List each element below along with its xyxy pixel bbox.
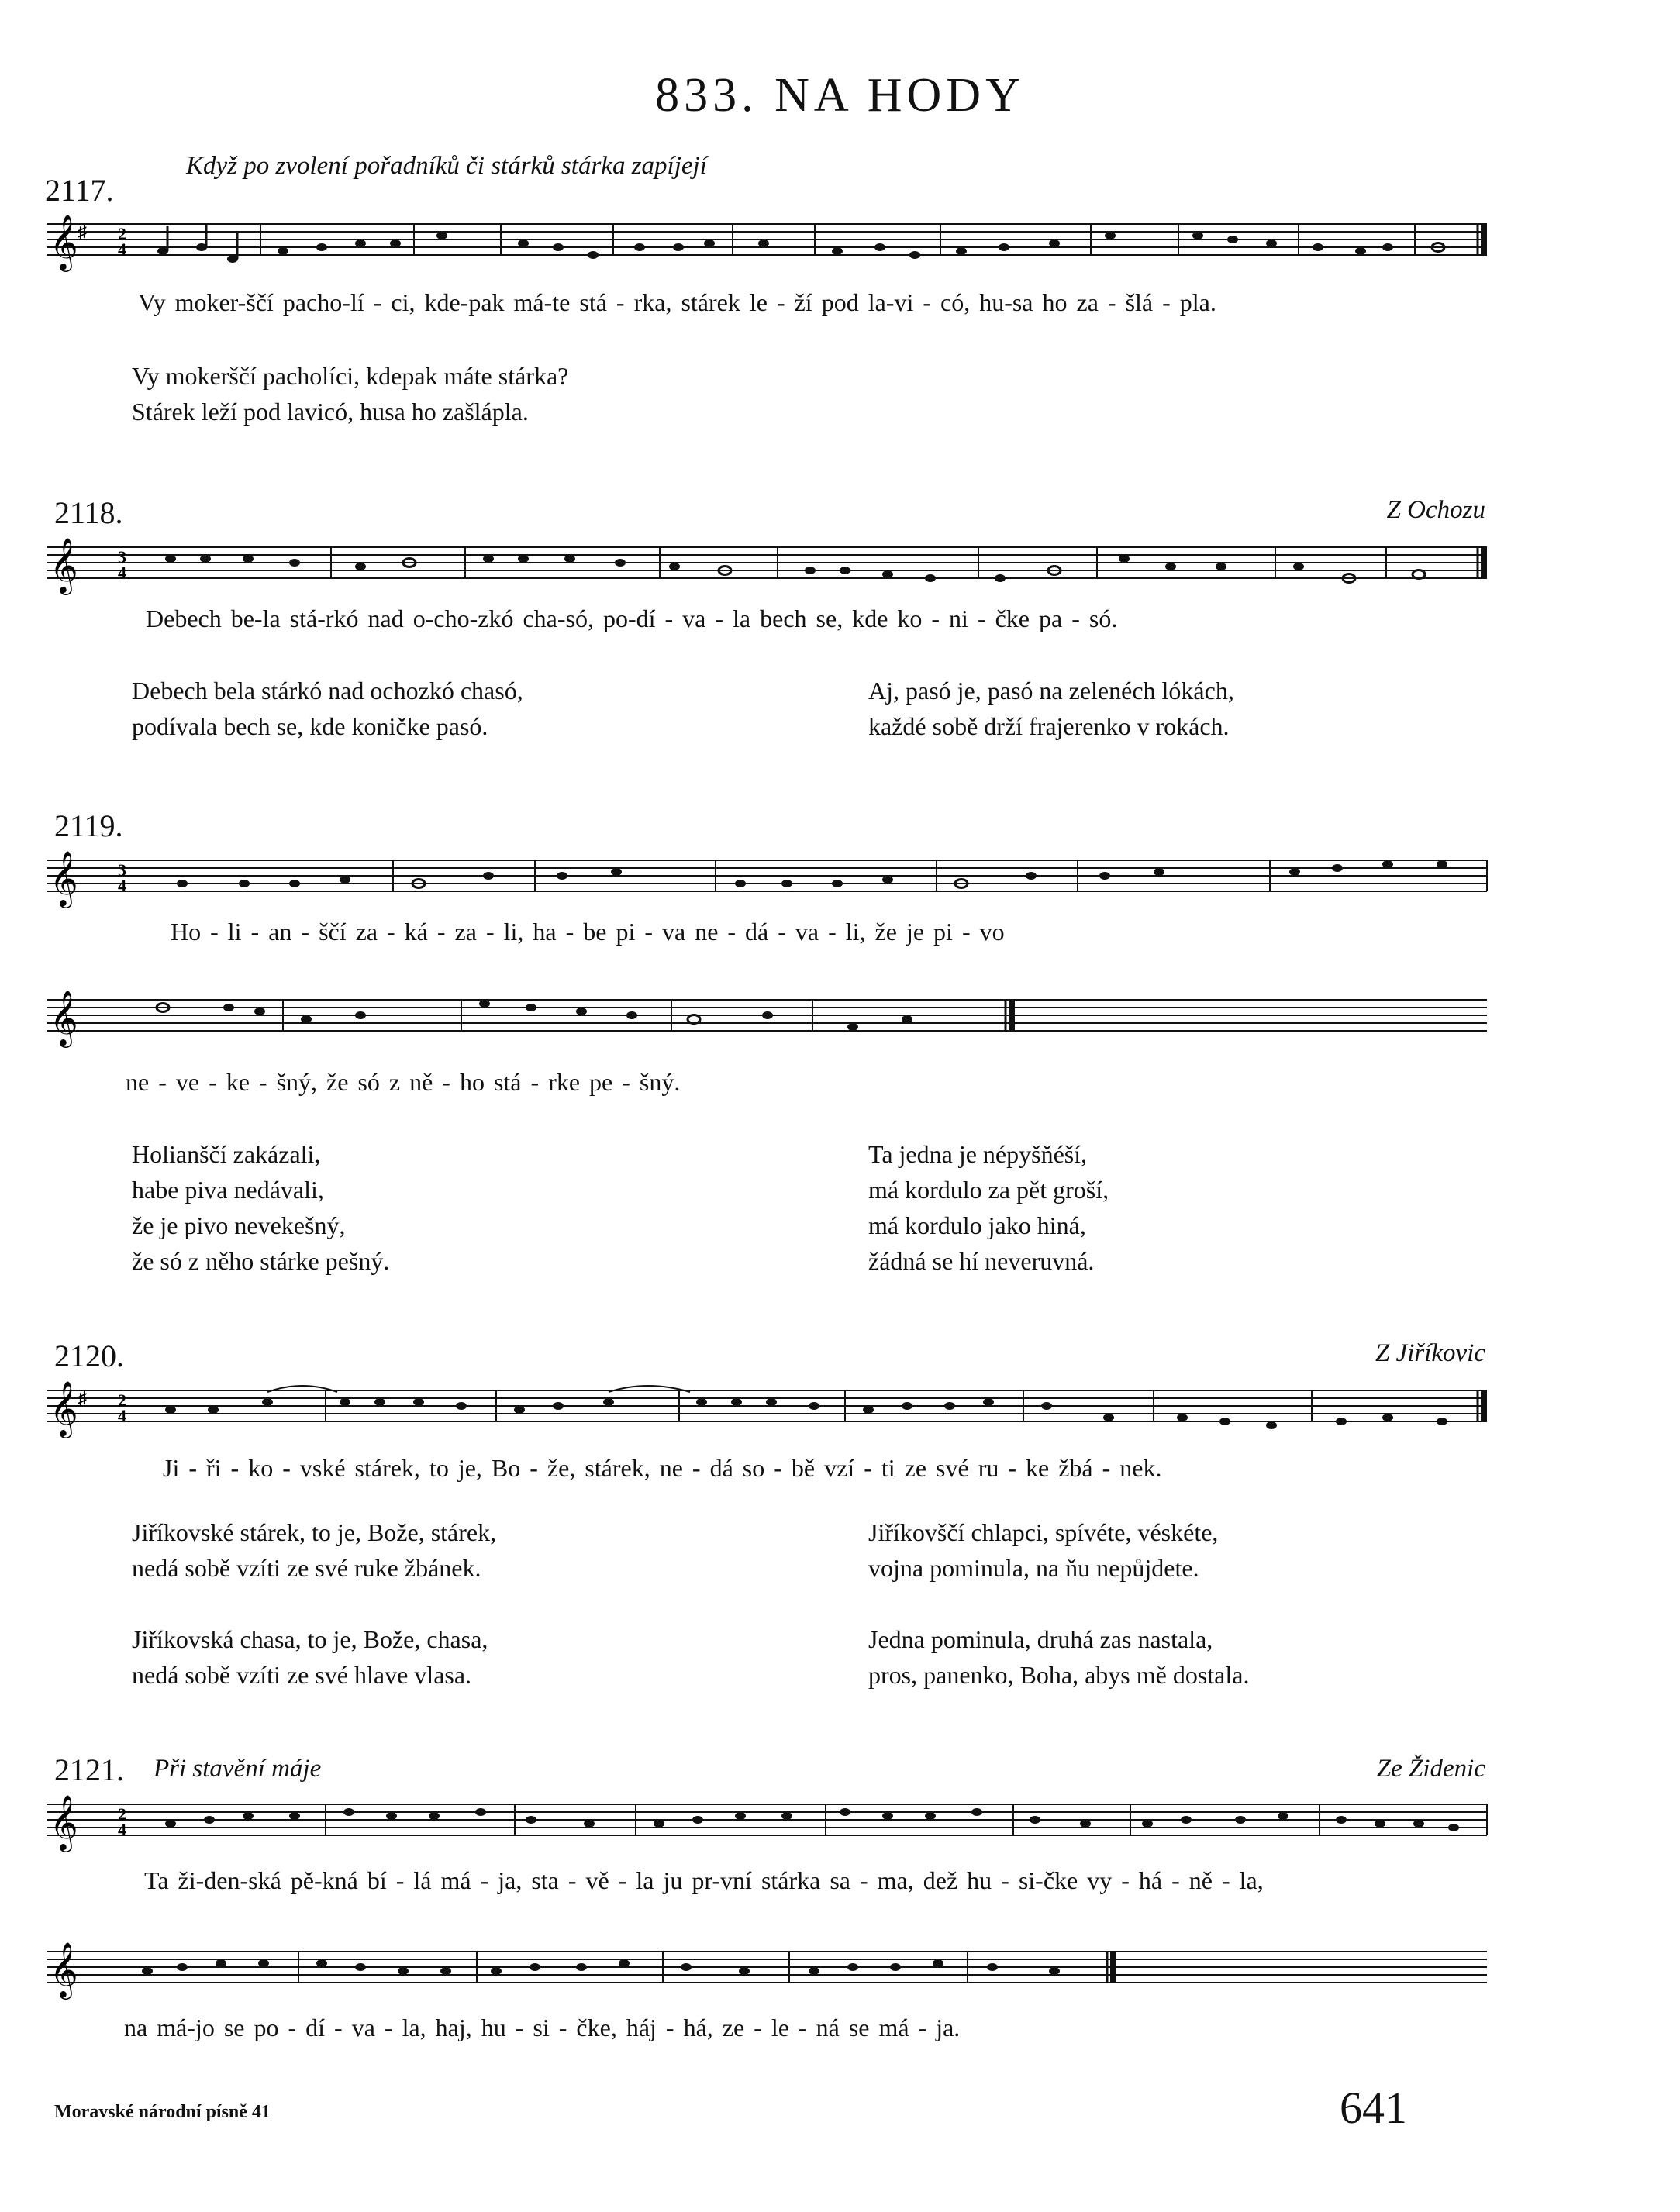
lyrics-line: Debech be-la stá-rkó nad o-cho-zkó cha-só, po-dí - va - la bech se, kde ko - ni - čke pa - só. [146, 605, 1118, 632]
time-signature-top: 2 [118, 1804, 126, 1824]
treble-clef-icon: 𝄞 [50, 1944, 78, 1997]
key-signature-sharp-icon: ♯ [78, 222, 87, 243]
verse-text-right: Ta jedna je népyšňéší, má kordulo za pět groší, má kordulo jako hiná, žádná se hí neveruvná. [868, 1140, 1109, 1275]
lyrics-line: Ji - ři - ko - vské stárek, to je, Bo - že, stárek, ne - dá so - bě vzí - ti ze své ru - ke žbá - nek. [163, 1454, 1162, 1482]
time-signature-bottom: 4 [118, 1820, 126, 1839]
verse-text-right: Jiříkovščí chlapci, spívéte, véskéte, vojna pominula, na ňu nepůjdete. Jedna pominula, druhá zas nastala, pros, panenko, Boha, abys mě dostala. [868, 1518, 1250, 1689]
performance-note-2121: Při stavění máje [154, 1755, 322, 1783]
time-signature-top: 2 [118, 1390, 126, 1410]
music-staff-2119-a [47, 853, 1489, 918]
time-signature-bottom: 4 [118, 1406, 126, 1425]
lyrics-line: Ta ži-den-ská pě-kná bí - lá má - ja, sta - vě - la ju pr-vní stárka sa - ma, dež hu - si-čke vy - há - ně - la, [144, 1866, 1264, 1894]
lyrics-line: Ho - li - an - ščí za - ká - za - li, ha - be pi - va ne - dá - va - li, že je pi - vo [171, 918, 1005, 946]
song-origin-2121: Ze Židenic [1376, 1755, 1485, 1783]
time-signature-top: 2 [118, 224, 126, 243]
music-staff-2121-a [47, 1797, 1489, 1862]
song-number-2120: 2120. [54, 1339, 124, 1373]
verse-text-left: Debech bela stárkó nad ochozkó chasó, podívala bech se, kde koničke pasó. [132, 677, 523, 740]
notes-2120 [165, 1386, 1447, 1429]
time-signature-bottom: 4 [118, 239, 126, 259]
verse-text-right: Aj, pasó je, pasó na zelenéch lókách, každé sobě drží frajerenko v rokách. [868, 677, 1234, 740]
treble-clef-icon: 𝄞 [50, 853, 78, 905]
song-origin-2118: Z Ochozu [1386, 496, 1485, 524]
song-number-2118: 2118. [54, 495, 123, 530]
music-staff-2119-b [47, 992, 1489, 1057]
time-signature-top: 3 [118, 547, 126, 567]
verse-text-left: Jiříkovské stárek, to je, Bože, stárek, nedá sobě vzíti ze své ruke žbánek. Jiříkovská chasa, to je, Bože, chasa, nedá sobě vzíti ze své hlave vlasa. [132, 1518, 497, 1689]
footer-source: Moravské národní písně 41 [54, 2102, 271, 2122]
music-staff-2121-b [47, 1944, 1489, 2009]
verse-text-left: Holianščí zakázali, habe piva nedávali, že je pivo nevekešný, že só z něho stárke pešný. [132, 1140, 390, 1275]
lyrics-line: Vy moker-ščí pacho-lí - ci, kde-pak má-te stá - rka, stárek le - ží pod la-vi - có, hu-sa ho za - šlá - pla. [138, 288, 1216, 316]
treble-clef-icon: 𝄞 [50, 992, 78, 1045]
music-staff-2120 [47, 1383, 1489, 1448]
song-number-2119: 2119. [54, 808, 123, 843]
music-staff-2118 [47, 539, 1489, 605]
song-number-2121: 2121. [54, 1752, 124, 1787]
treble-clef-icon: 𝄞 [50, 216, 78, 269]
treble-clef-icon: 𝄞 [50, 1797, 78, 1849]
time-signature-bottom: 4 [118, 563, 126, 582]
song-number-2117: 2117. [45, 173, 114, 208]
treble-clef-icon: 𝄞 [50, 1383, 78, 1435]
page-number: 641 [1340, 2083, 1407, 2133]
time-signature-bottom: 4 [118, 876, 126, 895]
verse-text-left: Vy mokerščí pacholíci, kdepak máte stárka? Stárek leží pod lavicó, husa ho zašlápla. [132, 362, 569, 426]
treble-clef-icon: 𝄞 [50, 539, 78, 592]
notes-2117 [157, 224, 1444, 263]
page-title: 833. NA HODY [655, 69, 1025, 122]
music-staff-2117 [47, 216, 1489, 281]
time-signature-top: 3 [118, 860, 126, 880]
key-signature-sharp-icon: ♯ [78, 1389, 87, 1409]
lyrics-line: na má-jo se po - dí - va - la, haj, hu - si - čke, háj - há, ze - le - ná se má - ja. [124, 2014, 961, 2041]
song-origin-2120: Z Jiříkovic [1375, 1339, 1485, 1367]
performance-note-2117: Když po zvolení pořadníků či stárků stárka zapíjejí [186, 152, 707, 180]
lyrics-line: ne - ve - ke - šný, že só z ně - ho stá - rke pe - šný. [126, 1068, 681, 1096]
